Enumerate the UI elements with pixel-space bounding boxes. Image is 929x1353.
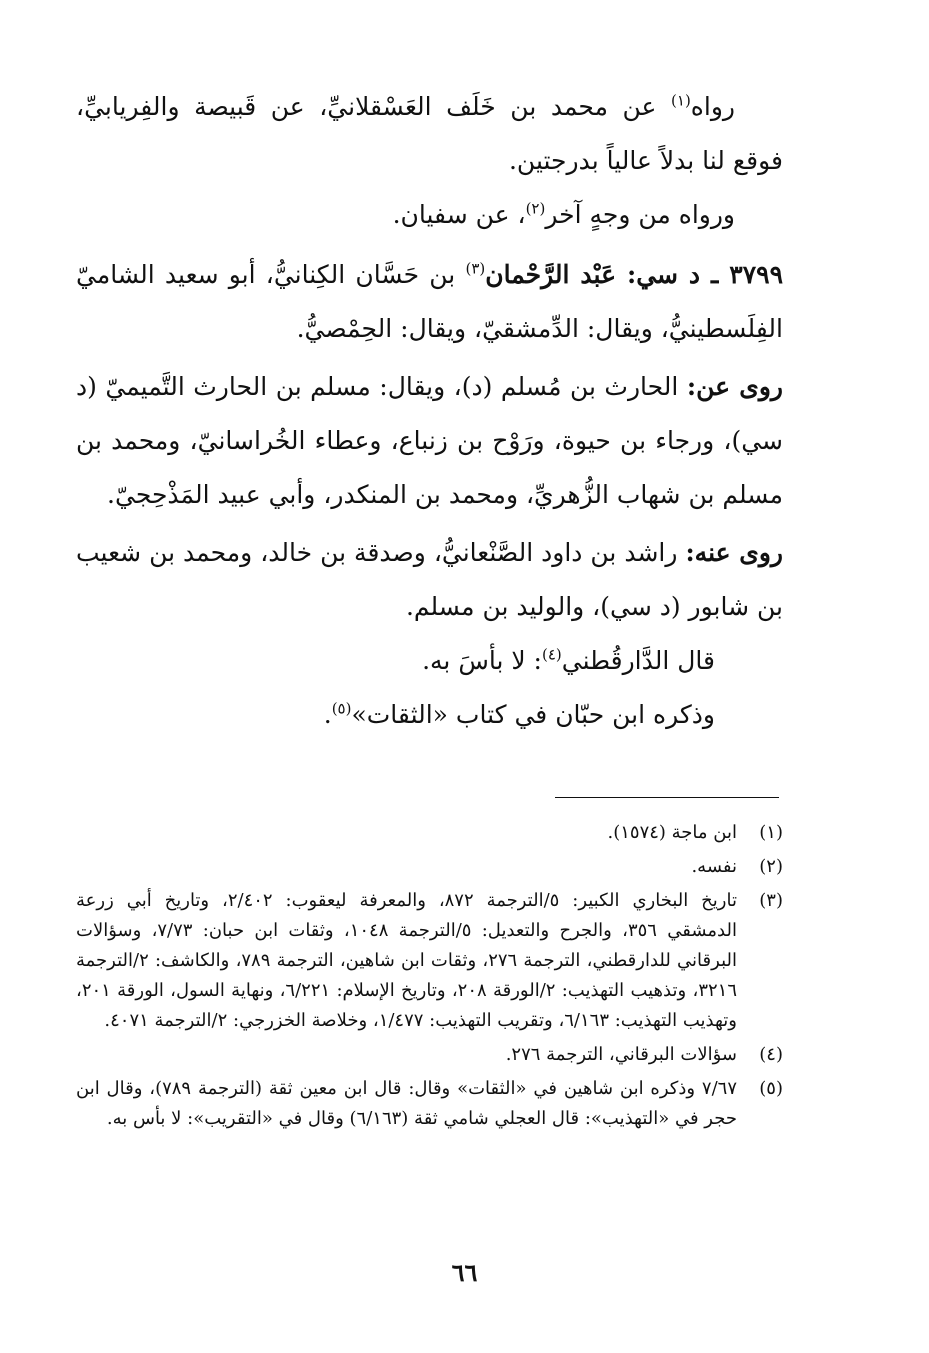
footnote-separator	[555, 797, 779, 798]
footnote-3	[76, 886, 783, 1036]
narrated-from-label: روى عن:	[686, 372, 783, 401]
footnote-ref-3: (٣)	[465, 259, 486, 278]
narrated-from-text: الحارث بن مُسلم (د)، ويقال: مسلم بن الحارث التَّميميّ (د سي)، ورجاء بن حيوة، ورَوْح بن زنباع، وعطاء الخُراسانيّ، ومحمد بن مسلم بن شهاب الزُّهريِّ، ومحمد بن المنكدر، وأبي عبيد المَذْحِجيّ.	[76, 372, 783, 509]
ibn-hibban-paragraph	[76, 688, 783, 742]
narrated-by-label: روى عنه:	[685, 538, 783, 567]
narrated-by-paragraph	[76, 526, 783, 634]
entry-title: ٣٧٩٩ ـ د سي: عَبْد الرَّحْمان	[485, 260, 783, 289]
intro-1-rest: عن محمد بن خَلَف العَسْقلانيِّ، عن قَبيصة والفِريابيِّ، فوقع لنا بدلاً عالياً بدرجتين.	[76, 92, 783, 175]
intro-2-rest: ، عن سفيان.	[392, 200, 526, 229]
footnote-ref-5: (٥)	[331, 699, 352, 718]
narrated-by-text: راشد بن داود الصَّنْعانيُّ، وصدقة بن خالد، ومحمد بن شعيب بن شابور (د سي)، والوليد بن مسلم.	[76, 538, 783, 621]
footnote-text: ٧/٦٧ وذكره ابن شاهين في «الثقات» وقال: قال ابن معين ثقة (الترجمة ٧٨٩)، وقال ابن حجر في «التهذيب»: قال العجلي شامي ثقة (٦/١٦٣) وقال في «التقريب»: لا بأس به.	[76, 1078, 737, 1129]
intro-paragraph-1	[76, 80, 783, 188]
footnote-1	[76, 818, 783, 848]
footnote-ref-2: (٢)	[525, 199, 546, 218]
footnote-5	[76, 1074, 783, 1134]
footnote-text: تاريخ البخاري الكبير: ٥/الترجمة ٨٧٢، والمعرفة ليعقوب: ٢/٤٠٢، وتاريخ أبي زرعة الدمشقي ٣٥٦، والجرح والتعديل: ٥/الترجمة ١٠٤٨، وثقات ابن حبان: ٧/٧٣، وسؤالات البرقاني للدارقطني، الترجمة ٢٧٦، وثقات ابن شاهين، الترجمة ٧٨٩، والكاشف: ٢/الترجمة ٣٢١٦، وتذهيب التهذيب: ٢/الورقة ٢٠٨، وتاريخ الإسلام: ٦/٢٢١، ونهاية السول، الورقة ٢٠١، وتهذيب التهذيب: ٦/١٦٣، وتقريب التهذيب: ١/٤٧٧، وخلاصة الخزرجي: ٢/الترجمة ٤٠٧١.	[76, 890, 737, 1031]
intro-1-text: رواه	[690, 92, 735, 121]
footnote-number: (٢)	[759, 856, 783, 877]
ibn-hibban-text: وذكره ابن حبّان في كتاب «الثقات»	[351, 700, 715, 729]
footnote-ref-1: (١)	[671, 91, 691, 110]
daraqutni-rest: : لا بأسَ به.	[422, 646, 542, 675]
footnote-4	[76, 1040, 783, 1070]
footnote-text: ابن ماجة (١٥٧٤).	[607, 822, 737, 843]
daraqutni-text: قال الدَّارقُطني	[561, 646, 715, 675]
daraqutni-paragraph	[76, 634, 783, 688]
footnote-text: سؤالات البرقاني، الترجمة ٢٧٦.	[505, 1044, 737, 1065]
footnote-text: نفسه.	[691, 856, 737, 877]
footnote-2	[76, 852, 783, 882]
footnotes	[76, 818, 783, 1138]
main-text	[76, 80, 783, 742]
footnote-number: (٥)	[759, 1078, 783, 1099]
entry-description: بن حَسَّان الكِنانيُّ، أبو سعيد الشاميّ الفِلَسطينيُّ، ويقال: الدِّمشقيّ، ويقال: الحِمْصيُّ.	[76, 260, 783, 343]
ibn-hibban-rest: .	[323, 700, 332, 729]
entry-heading	[76, 248, 783, 356]
footnote-ref-4: (٤)	[541, 645, 562, 664]
narrated-from-paragraph	[76, 360, 783, 522]
footnote-number: (٣)	[759, 890, 783, 911]
intro-paragraph-2	[76, 188, 783, 242]
intro-2-text: ورواه من وجهٍ آخر	[545, 200, 735, 229]
page-number: ٦٦	[451, 1258, 478, 1287]
footnote-number: (١)	[759, 822, 783, 843]
footnote-number: (٤)	[759, 1044, 783, 1065]
